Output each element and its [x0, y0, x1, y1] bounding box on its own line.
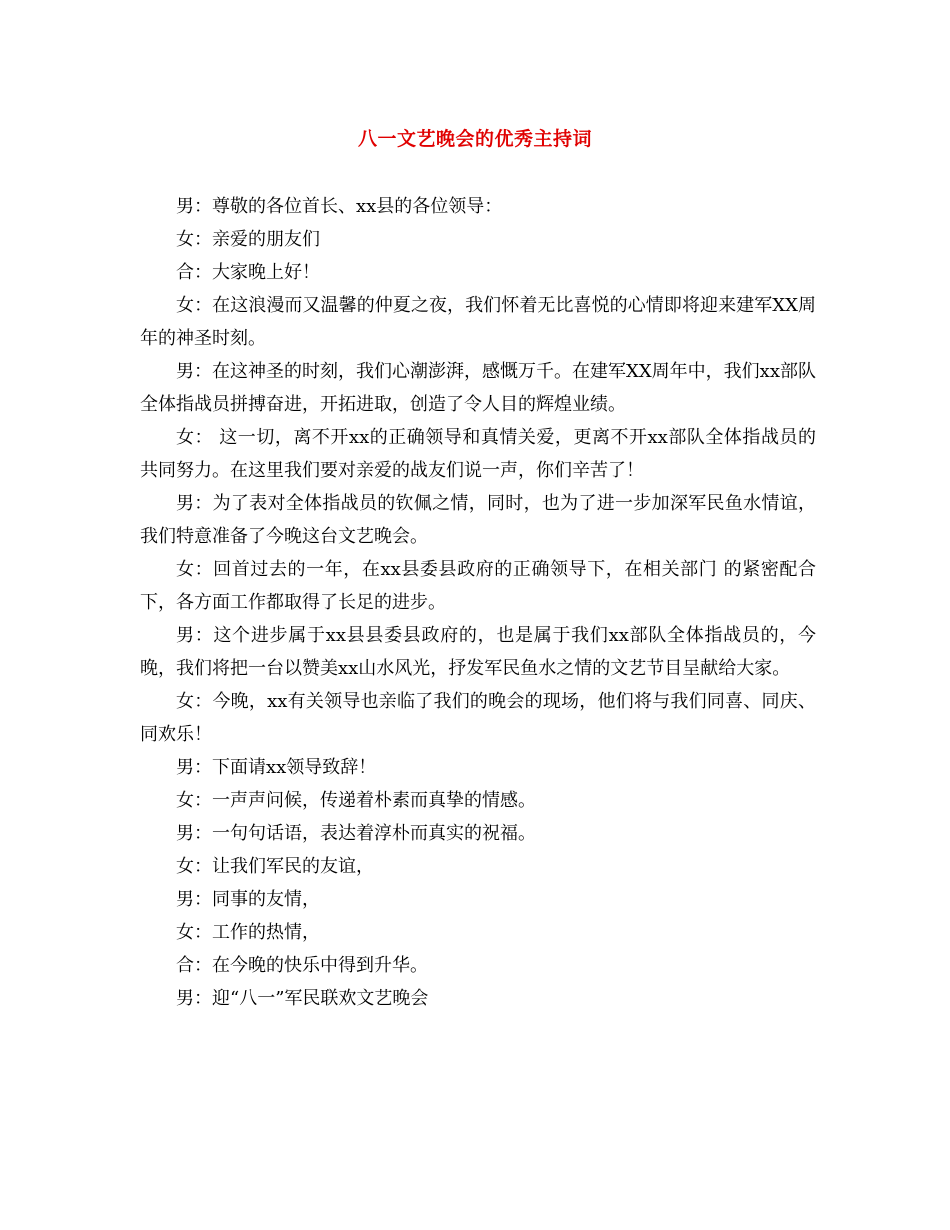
paragraph: 合：在今晚的快乐中得到升华。 [176, 955, 428, 976]
paragraph: 女：工作的热情， [176, 922, 320, 943]
paragraph: 男：同事的友情， [176, 889, 320, 910]
document-body [140, 190, 816, 1015]
paragraph: 女：回首过去的一年，在xx县委县政府的正确领导下，在相关部门 的紧密配合下，各方面工作都取得了长足的进步。 [140, 559, 816, 613]
paragraph: 女：亲爱的朋友们 [176, 229, 320, 250]
paragraph: 男：在这神圣的时刻，我们心潮澎湃，感慨万千。在建军XX周年中，我们xx部队全体指战员拼搏奋进，开拓进取，创造了令人目的辉煌业绩。 [140, 361, 816, 415]
paragraph: 女： 这一切，离不开xx的正确领导和真情关爱，更离不开xx部队全体指战员的共同努力。在这里我们要对亲爱的战友们说一声，你们辛苦了！ [140, 427, 816, 481]
paragraph: 女：一声声问候，传递着朴素而真挚的情感。 [176, 790, 536, 811]
paragraph: 男：下面请xx领导致辞！ [176, 757, 377, 778]
paragraph: 女：让我们军民的友谊， [176, 856, 374, 877]
paragraph: 女：在这浪漫而又温馨的仲夏之夜，我们怀着无比喜悦的心情即将迎来建军XX周年的神圣时刻。 [140, 295, 816, 349]
paragraph: 男：这个进步属于xx县县委县政府的，也是属于我们xx部队全体指战员的，今晚，我们将把一台以赞美xx山水风光，抒发军民鱼水之情的文艺节目呈献给大家。 [140, 625, 816, 679]
paragraph: 合：大家晚上好！ [176, 262, 320, 283]
paragraph: 男：一句句话语，表达着淳朴而真实的祝福。 [176, 823, 536, 844]
paragraph: 男：为了表对全体指战员的钦佩之情，同时，也为了进一步加深军民鱼水情谊，我们特意准备了今晚这台文艺晚会。 [140, 493, 816, 547]
paragraph: 女：今晚，xx有关领导也亲临了我们的晚会的现场，他们将与我们同喜、同庆、同欢乐！ [140, 691, 816, 745]
document-title: 八一文艺晚会的优秀主持词 [357, 128, 592, 150]
paragraph: 男：迎“八一”军民联欢文艺晚会 [176, 988, 429, 1009]
paragraph: 男：尊敬的各位首长、xx县的各位领导： [176, 196, 503, 217]
